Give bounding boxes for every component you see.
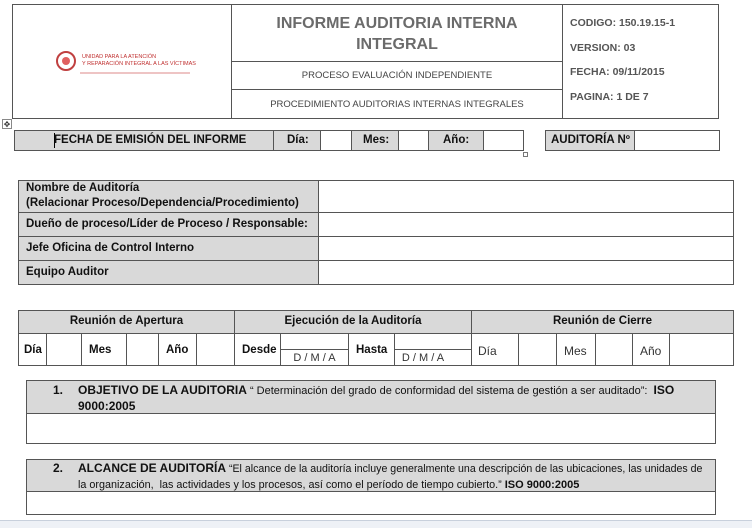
emission-day-field[interactable] (321, 131, 351, 150)
scope-content-field[interactable] (28, 493, 714, 513)
objective-heading-line1 (78, 383, 714, 397)
header-hline-2 (231, 89, 562, 90)
audit-name-label-2: (Relacionar Proceso/Dependencia/Procedimiento) (26, 197, 299, 209)
control-chief-label: Jefe Oficina de Control Interno (26, 242, 195, 254)
organization-logo (52, 47, 196, 77)
objective-norm-a: ISO (653, 383, 675, 397)
sched-div-b2 (348, 333, 349, 366)
emission-day-label: Día: (287, 134, 309, 146)
header-divider-2 (562, 4, 563, 119)
audit-number-field[interactable] (635, 131, 719, 150)
info-row-div-3 (18, 260, 734, 261)
document-page: PAGINA: 1 DE 7 (570, 91, 649, 103)
audit-team-label: Equipo Auditor (26, 266, 109, 278)
objective-description: “ Determinación del grado de conformidad del sistema de gestión a ser auditado”: (246, 385, 654, 397)
scope-description-1: “El alcance de la auditoría incluye generalmente una descripción de las ubicaciones, las unidades de (226, 463, 703, 475)
info-row-div-2 (18, 236, 734, 237)
process-owner-field[interactable] (320, 214, 732, 235)
info-row-div-1 (18, 212, 734, 213)
closing-meeting-header: Reunión de Cierre (552, 315, 653, 327)
execution-from-format: D / M / A (293, 352, 336, 364)
emission-year-label: Año: (443, 134, 470, 146)
process-name: PROCESO EVALUACIÓN INDEPENDIENTE (301, 70, 493, 81)
emission-year-field[interactable] (484, 131, 523, 150)
emission-div-5 (428, 130, 429, 151)
emission-div-3 (351, 130, 352, 151)
sched-div-c2 (556, 333, 557, 366)
document-title-line1: INFORME AUDITORIA INTERNA (276, 15, 518, 32)
closing-year-field[interactable] (670, 334, 733, 365)
sched-div-a4 (158, 333, 159, 366)
document-version: VERSION: 03 (570, 42, 636, 54)
emission-month-field[interactable] (399, 131, 428, 150)
sched-div-c4 (632, 333, 633, 366)
execution-header: Ejecución de la Auditoría (284, 315, 422, 327)
opening-year-field[interactable] (197, 334, 234, 365)
info-col-div (318, 180, 319, 285)
opening-meeting-header: Reunión de Apertura (69, 315, 184, 327)
closing-year-label: Año (640, 344, 662, 358)
table-move-handle-icon[interactable]: ✥ (3, 120, 11, 129)
scope-number: 2. (53, 461, 64, 475)
procedure-name: PROCEDIMIENTO AUDITORIAS INTERNAS INTEGRALES (270, 99, 524, 110)
closing-month-field[interactable] (596, 334, 632, 365)
sched-div-a2 (81, 333, 82, 366)
document-code: CODIGO: 150.19.15-1 (570, 17, 676, 29)
opening-day-field[interactable] (47, 334, 81, 365)
objective-norm-b: 9000:2005 (78, 399, 136, 413)
scope-heading-line2 (78, 477, 714, 491)
scope-hline (26, 491, 716, 492)
audit-number-label: AUDITORÍA Nº (551, 134, 630, 146)
opening-day-label: Día (24, 344, 42, 356)
audit-name-label-1: Nombre de Auditoría (26, 182, 140, 194)
execution-to-underline (394, 349, 471, 350)
execution-from-underline (280, 349, 348, 350)
logo-text-1: UNIDAD PARA LA ATENCIÓN (82, 54, 157, 60)
scope-heading-line1 (78, 461, 714, 475)
objective-heading: OBJETIVO DE LA AUDITORIA (78, 383, 247, 397)
execution-from-field[interactable] (281, 334, 348, 349)
execution-to-field[interactable] (395, 334, 471, 349)
scope-norm: ISO 9000:2005 (504, 479, 580, 491)
audit-team-field[interactable] (320, 262, 732, 283)
emission-date-label: FECHA DE EMISIÓN DEL INFORME (54, 134, 247, 146)
execution-to-label: Hasta (356, 344, 388, 356)
scope-description-2: la organización, las actividades y los procesos, así como el período de tiempo cubierto.” (78, 479, 505, 491)
control-chief-field[interactable] (320, 238, 732, 259)
logo-text-2: Y REPARACIÓN INTEGRAL A LAS VÍCTIMAS (82, 61, 196, 67)
resize-handle[interactable] (523, 152, 528, 157)
header-hline-1 (231, 61, 562, 62)
scope-heading: ALCANCE DE AUDITORÍA (78, 461, 227, 475)
closing-day-label: Día (478, 344, 497, 358)
document-date: FECHA: 09/11/2015 (570, 66, 665, 78)
execution-to-format: D / M / A (401, 352, 445, 364)
emission-div-1 (273, 130, 274, 151)
process-owner-label: Dueño de proceso/Líder de Proceso / Responsable: (26, 218, 308, 230)
objective-number: 1. (53, 383, 64, 397)
page-bottom-edge (0, 520, 752, 528)
objective-hline (26, 413, 716, 414)
closing-month-label: Mes (564, 344, 587, 358)
objective-content-field[interactable] (28, 415, 714, 442)
opening-month-field[interactable] (127, 334, 158, 365)
opening-month-label: Mes (89, 344, 112, 356)
audit-name-field[interactable] (320, 182, 732, 211)
closing-day-field[interactable] (519, 334, 556, 365)
execution-from-label: Desde (242, 344, 277, 356)
emission-month-label: Mes: (363, 134, 390, 146)
document-title-line2: INTEGRAL (356, 36, 438, 53)
opening-year-label: Año (166, 344, 189, 356)
